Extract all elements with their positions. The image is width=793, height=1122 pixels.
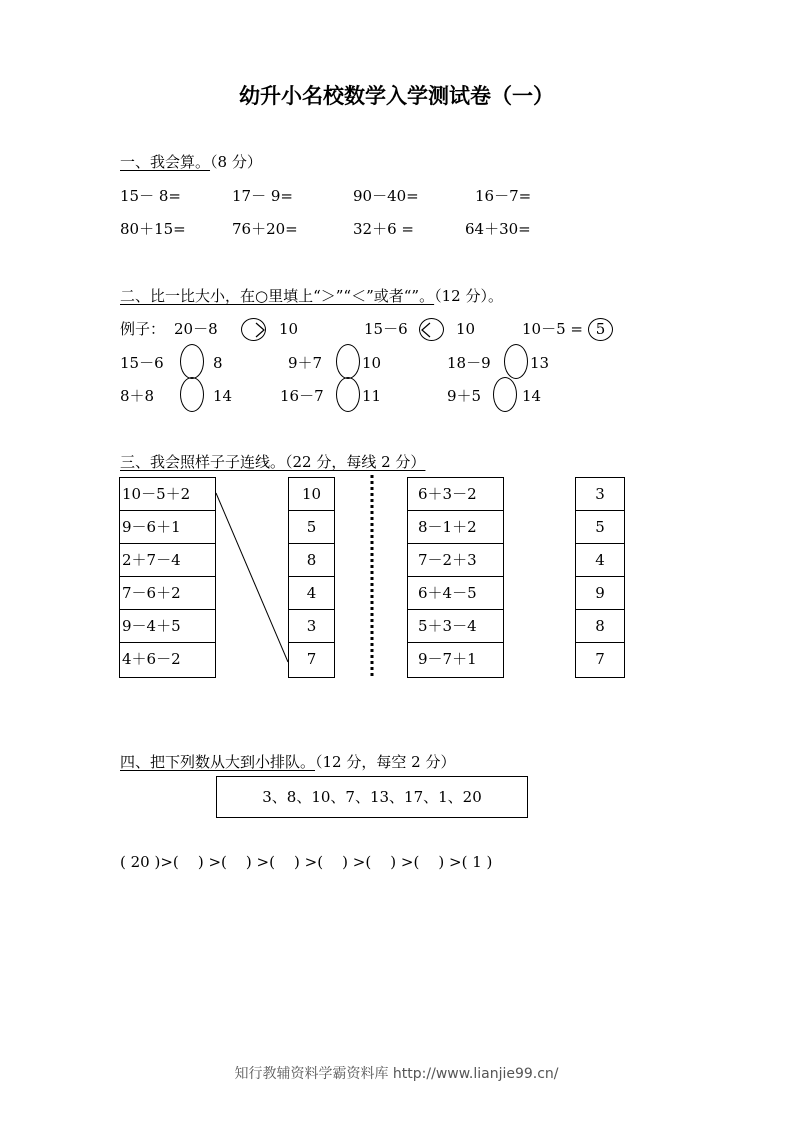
section-3-heading-line bbox=[120, 453, 425, 471]
expression-cell[interactable]: 9－7＋1 bbox=[418, 650, 477, 668]
compare-right: 10 bbox=[456, 320, 476, 338]
problem: 17－ 9= bbox=[232, 187, 293, 205]
answer-circle[interactable] bbox=[336, 344, 360, 379]
result-cell[interactable]: 8 bbox=[289, 544, 334, 577]
result-cell[interactable]: 3 bbox=[576, 478, 624, 511]
result-cell[interactable]: 8 bbox=[576, 610, 624, 643]
result-cell[interactable]: 5 bbox=[289, 511, 334, 544]
answer-circle[interactable] bbox=[493, 377, 517, 412]
compare-right: 14 bbox=[213, 387, 233, 405]
footer-watermark: 知行教辅资料学霸资料库 http://www.lianjie99.cn/ bbox=[234, 1066, 559, 1082]
compare-left: 9＋7 bbox=[288, 354, 323, 372]
section-1-points: （8 分） bbox=[210, 153, 262, 171]
result-cell[interactable]: 3 bbox=[289, 610, 334, 643]
section-4-heading: 四、把下列数从大到小排队。 bbox=[120, 753, 316, 771]
numbers-box: 3、8、10、7、13、17、1、20 bbox=[216, 776, 528, 818]
section-4-heading-line bbox=[120, 753, 455, 771]
section-1-heading: 一、我会算。 bbox=[120, 153, 211, 171]
less-than-mark bbox=[421, 322, 431, 338]
answer-value: 5 bbox=[595, 320, 606, 338]
dotted-divider bbox=[368, 474, 376, 680]
compare-left: 15－6 bbox=[120, 354, 164, 372]
result-cell[interactable]: 7 bbox=[595, 650, 605, 668]
expression-cell[interactable]: 6＋4－5 bbox=[408, 577, 503, 610]
compare-right: 10 bbox=[362, 354, 382, 372]
compare-right: 10 bbox=[279, 320, 299, 338]
answer-circle[interactable] bbox=[336, 377, 360, 412]
result-cell[interactable]: 10 bbox=[289, 478, 334, 511]
compare-left: 9＋5 bbox=[447, 387, 482, 405]
expression-cell[interactable]: 9－6＋1 bbox=[120, 511, 215, 544]
result-column-d bbox=[575, 477, 625, 678]
result-cell[interactable]: 7 bbox=[306, 650, 317, 668]
expression-cell[interactable]: 5＋3－4 bbox=[408, 610, 503, 643]
problem: 80＋15= bbox=[120, 220, 186, 238]
section-4-points: （12 分，每空 2 分） bbox=[315, 753, 456, 771]
expression-cell[interactable]: 6＋3－2 bbox=[408, 478, 503, 511]
result-column-b bbox=[288, 477, 335, 678]
section-2-heading-line bbox=[120, 287, 503, 305]
result-cell[interactable]: 4 bbox=[289, 577, 334, 610]
compare-left: 8＋8 bbox=[120, 387, 155, 405]
answer-circle[interactable] bbox=[180, 344, 204, 379]
expression-cell[interactable]: 2＋7－4 bbox=[120, 544, 215, 577]
section-2-points: （12 分）。 bbox=[434, 287, 503, 305]
problem: 64＋30= bbox=[465, 220, 531, 238]
problem: 90－40= bbox=[353, 187, 419, 205]
answer-circle[interactable] bbox=[180, 377, 204, 412]
compare-right: 11 bbox=[362, 387, 382, 405]
expression-cell[interactable]: 10－5＋2 bbox=[120, 478, 215, 511]
answer-line[interactable]: ( 20 )>( ) >( ) >( ) >( ) >( ) >( ) >( 1 ) bbox=[120, 853, 493, 871]
compare-left: 15－6 bbox=[364, 320, 408, 338]
result-cell[interactable]: 4 bbox=[576, 544, 624, 577]
expression-cell[interactable]: 8－1＋2 bbox=[408, 511, 503, 544]
section-1-heading-line bbox=[120, 153, 262, 171]
compare-left: 16－7 bbox=[280, 387, 324, 405]
expression-cell[interactable]: 7－6＋2 bbox=[120, 577, 215, 610]
expression-column-c bbox=[407, 477, 504, 678]
expression-cell[interactable]: 4＋6－2 bbox=[122, 650, 181, 668]
result-cell[interactable]: 5 bbox=[576, 511, 624, 544]
problem: 16－7= bbox=[475, 187, 532, 205]
problem: 76＋20= bbox=[232, 220, 298, 238]
result-cell[interactable]: 9 bbox=[576, 577, 624, 610]
compare-left: 20－8 bbox=[174, 320, 218, 338]
compare-right: 13 bbox=[530, 354, 550, 372]
compare-left: 18－9 bbox=[447, 354, 491, 372]
compare-right: 14 bbox=[522, 387, 542, 405]
page-title: 幼升小名校数学入学测试卷（一） bbox=[239, 84, 554, 108]
expression-cell[interactable]: 9－4＋5 bbox=[120, 610, 215, 643]
compare-right: 8 bbox=[213, 354, 223, 372]
expression-column-a bbox=[119, 477, 216, 678]
section-3-heading: 三、我会照样子子连线。（22 分，每线 2 分） bbox=[120, 453, 426, 471]
compare-left: 10－5 = bbox=[522, 320, 583, 338]
section-2-heading: 二、比一比大小，在○里填上“＞”“＜”或者“”。 bbox=[120, 287, 435, 305]
expression-cell[interactable]: 7－2＋3 bbox=[408, 544, 503, 577]
example-connecting-line bbox=[210, 490, 294, 670]
greater-than-mark bbox=[255, 322, 265, 338]
example-label: 例子： bbox=[120, 320, 166, 338]
problem: 32＋6 = bbox=[353, 220, 414, 238]
answer-circle[interactable] bbox=[504, 344, 528, 379]
problem: 15－ 8= bbox=[120, 187, 181, 205]
